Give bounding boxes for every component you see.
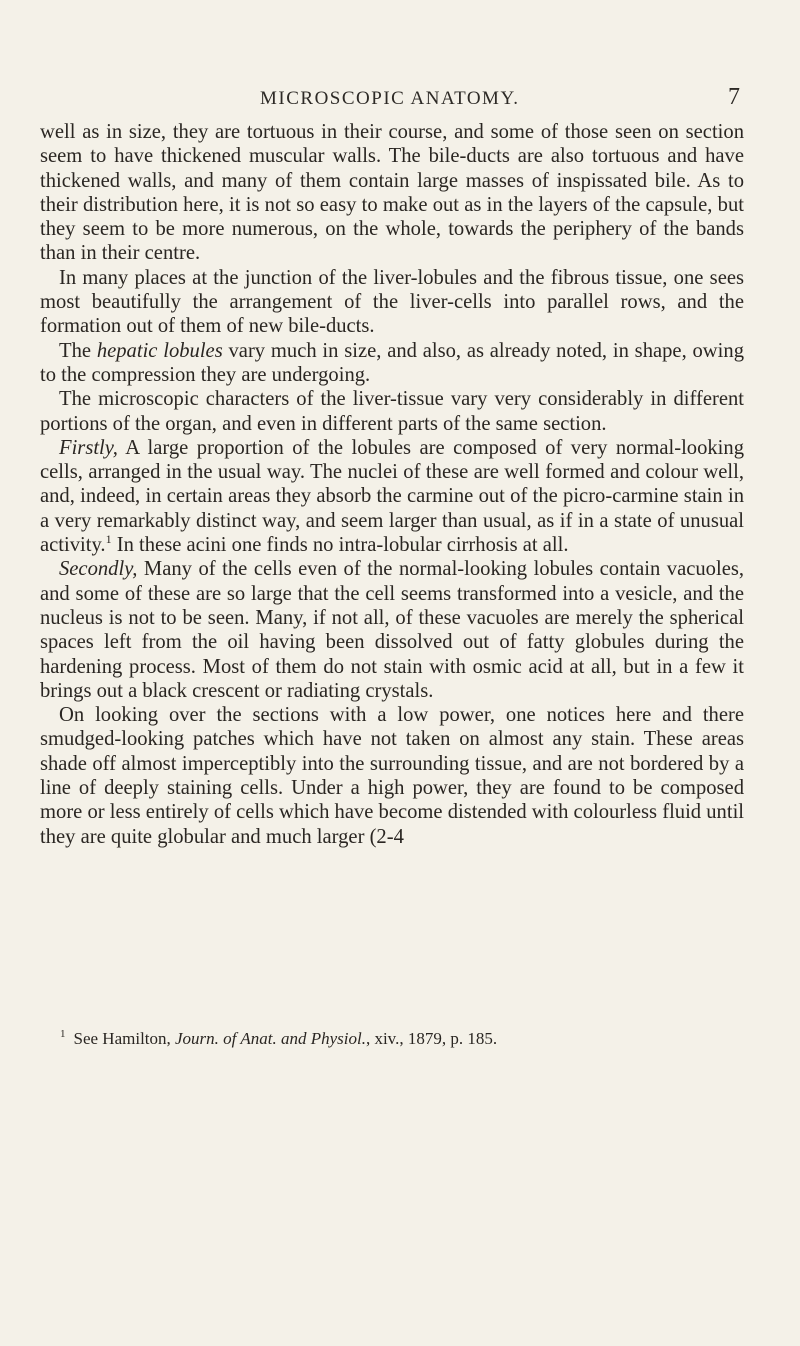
running-title: MICROSCOPIC ANATOMY. (260, 88, 520, 109)
paragraph-5-term: Firstly, (59, 436, 118, 459)
paragraph-5 (40, 436, 744, 557)
paragraph-6 (40, 557, 744, 703)
paragraph-4: The microscopic characters of the liver-tissue vary very considerably in different portions of the organ, and even in different parts of the same section. (40, 388, 744, 435)
paragraph-6-body: Many of the cells even of the normal-looking lobules contain vacuoles, and some of these are so large that the cell seems transformed into a vesicle, and the nucleus is not to be seen. Many, if not all, of these vacuoles are merely the spherical spaces left from the oil having been dissolved out of fatty globules during the hardening process. Most of them do not stain with osmic acid at all, but in a few it brings out a black crescent or radiating crystals. (40, 558, 744, 702)
paragraph-6-term: Secondly, (59, 558, 138, 581)
footnote-lead: See Hamilton, (73, 1029, 176, 1048)
page-number: 7 (728, 84, 740, 110)
paragraph-7: On looking over the sections with a low power, one notices here and there smudged-looking patches which have not taken on almost any stain. These areas shade off almost imperceptibly into the surrounding tissue, and are not bordered by a line of deeply staining cells. Under a high power, they are found to be composed more or less entirely of cells which have become distended with colourless fluid until they are quite globular and much larger (2-4 (40, 704, 745, 848)
paragraph-3-lead: The (59, 339, 97, 362)
footnote-journal: Journ. of Anat. and Physiol. (175, 1029, 366, 1048)
paragraph-3-term: hepatic lobules (96, 339, 223, 362)
paragraph-5-body: A large proportion of the lobules are composed of very normal-looking cells, arranged in the usual way. The nuclei of these are well formed and colour well, and, indeed, in certain areas they absorb the carmine out of the picro-carmine stain in a very remarkably distinct way, and seem larger than usual, as if in a state of unusual activity. (40, 436, 744, 557)
footnote-mark: 1 (60, 1028, 66, 1041)
paragraph-5-tail: In these acini one finds no intra-lobular cirrhosis at all. (111, 534, 569, 557)
paragraph-3-body: vary much in size, and also, as already noted, in shape, owing to the compression they are undergoing. (40, 339, 744, 386)
body-text (40, 120, 744, 849)
running-head (40, 84, 740, 112)
paragraph-2: In many places at the junction of the liver-lobules and the fibrous tissue, one sees most beautifully the arrangement of the liver-cells into parallel rows, and the formation out of them of new bile-ducts. (40, 266, 744, 338)
footnote-reference[interactable]: 1 (105, 532, 112, 547)
paragraph-3 (40, 339, 744, 388)
paragraph-1: well as in size, they are tortuous in their course, and some of those seen on section seem to have thickened muscular walls. The bile-ducts are also tortuous and have thickened walls, and many of them contain large masses of inspissated bile. As to their distribution here, it is not so easy to make out as in the layers of the capsule, but they seem to be more numerous, on the whole, towards the periphery of the bands than in their centre. (40, 121, 744, 265)
footnote (40, 1028, 744, 1050)
footnote-rest: , xiv., 1879, p. 185. (365, 1029, 498, 1048)
